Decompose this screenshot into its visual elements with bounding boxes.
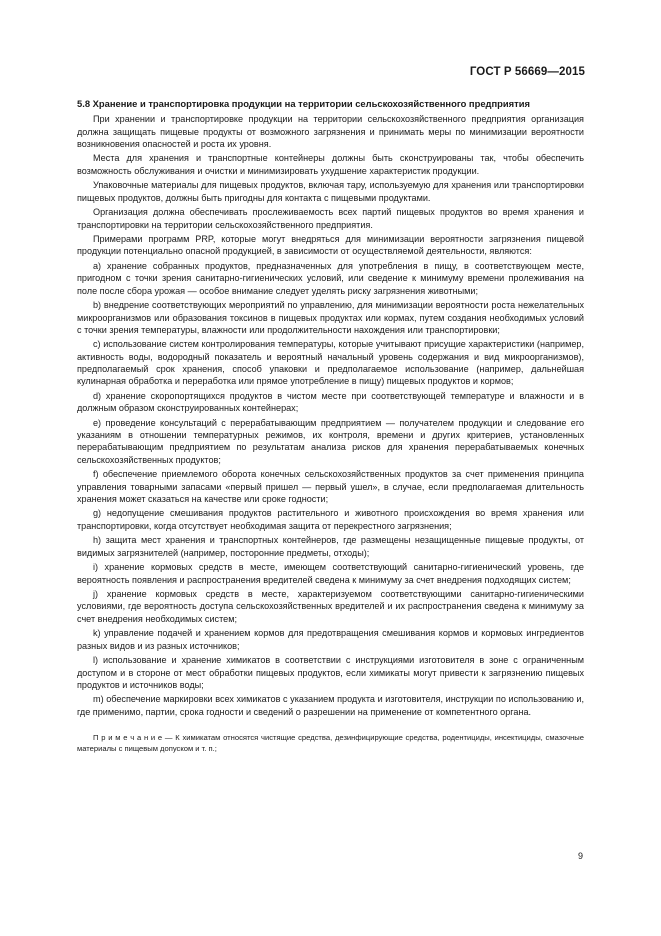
list-item-k: k) управление подачей и хранением кормов для предотвращения смешивания кормов и кормовых ингредиентов разных видов и из разных источников; bbox=[77, 628, 584, 651]
list-item-e: e) проведение консультаций с перерабатывающим предприятием — получателем продукции и следование его указаниям в отношении температурных режимов, их контроля, времени и других критериев, установленных перерабатывающим предприятием по результатам анализа рисков для хранения перерабатываемых конечных сельскохозяйственных продуктов; bbox=[77, 417, 584, 465]
list-item-m: m) обеспечение маркировки всех химикатов с указанием продукта и изготовителя, инструкции по использованию и, где применимо, партии, срока годности и сведений о разрешении на применение от компетентного органа. bbox=[77, 694, 584, 717]
paragraph-intro-3: Упаковочные материалы для пищевых продуктов, включая тару, используемую для хранения или транспортировки пищевых продуктов, должны быть пригодны для контакта с пищевыми продуктами. bbox=[77, 180, 584, 203]
paragraph-intro-2: Места для хранения и транспортные контейнеры должны быть сконструированы так, чтобы обеспечить возможность обслуживания и очистки и минимизировать ухудшение характеристик продукции. bbox=[77, 153, 584, 176]
list-item-j: j) хранение кормовых средств в месте, характеризуемом соответствующими санитарно-гигиеническими условиями, где вероятность доступа сельскохозяйственных вредителей и их распространения сведена к минимуму за счет внедрения необходимых систем; bbox=[77, 589, 584, 624]
paragraph-intro-1: При хранении и транспортировке продукции на территории сельскохозяйственного предприятия организация должна защищать пищевые продукты от возможного загрязнения и принимать меры по минимизации вероятности возникновения опасностей и роста их уровня. bbox=[77, 114, 584, 149]
list-item-a: a) хранение собранных продуктов, предназначенных для употребления в пищу, в соответствующем месте, пригодном с точки зрения санитарно-гигиенических условий, или сведение к минимуму времени пролеживания на поле после сбора урожая — особое внимание следует уделять риску загрязнения животными; bbox=[77, 261, 584, 296]
paragraph-intro-4: Организация должна обеспечивать прослеживаемость всех партий пищевых продуктов во время хранения и транспортировки на территории сельскохозяйственного предприятия. bbox=[77, 207, 584, 230]
list-item-b: b) внедрение соответствующих мероприятий по управлению, для минимизации вероятности роста нежелательных микроорганизмов или образования токсинов в пищевых продуктах или кормах, путем создания необходимых условий с точки зрения температуры, влажности или продолжительности нахождения или транспортировки; bbox=[77, 300, 584, 335]
list-item-g: g) недопущение смешивания продуктов растительного и животного происхождения во время хранения или транспортировки, когда отсутствует необходимая защита от перекрестного загрязнения; bbox=[77, 508, 584, 531]
section-heading: 5.8 Хранение и транспортировка продукции на территории сельскохозяйственного предприятия bbox=[77, 98, 530, 109]
list-item-c: c) использование систем контролирования температуры, которые учитывают присущие характеристики (например, активность воды, водородный показатель и вероятный начальный уровень содержания и вид микроорганизмов), предполагаемый срок хранения, способ упаковки и предполагаемое использование (например, дальнейшая кулинарная обработка и переработка или прямое употребление в пищу) пищевых продуктов и кормов; bbox=[77, 339, 584, 387]
list-item-i: i) хранение кормовых средств в месте, имеющем соответствующий санитарно-гигиенический уровень, где вероятность появления и распространения вредителей сведена к минимуму за счет внедрения подходящих систем; bbox=[77, 562, 584, 585]
note-text: П р и м е ч а н и е — К химикатам относятся чистящие средства, дезинфицирующие средства, родентициды, инсектициды, смазочные материалы с пищевым допуском и т. п.; bbox=[77, 733, 584, 753]
document-body bbox=[77, 98, 584, 762]
list-item-d: d) хранение скоропортящихся продуктов в чистом месте при соответствующей температуре и влажности и в должным образом сконструированных контейнерах; bbox=[77, 390, 584, 414]
page-number: 9 bbox=[577, 851, 583, 861]
list-item-h: h) защита мест хранения и транспортных контейнеров, где размещены незащищенные пищевые продукты, от видимых загрязнителей (например, посторонние предметы, отходы); bbox=[77, 535, 584, 558]
paragraph-intro-5: Примерами программ PRP, которые могут внедряться для минимизации вероятности загрязнения пищевой продукции потенциально опасной продукцией, в зависимости от осуществляемой деятельности, являются: bbox=[77, 234, 584, 257]
document-header: ГОСТ Р 56669—2015 bbox=[469, 66, 585, 78]
list-item-l: l) использование и хранение химикатов в соответствии с инструкциями изготовителя в зоне с ограниченным доступом и в стороне от мест обработки пищевых продуктов, если химикаты могут привести к загрязнению пищевых продуктов и источников воды; bbox=[77, 655, 584, 690]
list-item-f: f) обеспечение приемлемого оборота конечных сельскохозяйственных продуктов за счет применения принципа управления товарными запасами «первый пришел — первый ушел», в случае, если предполагаемая длительность хранения может сказаться на качестве или сроке годности; bbox=[77, 469, 584, 504]
